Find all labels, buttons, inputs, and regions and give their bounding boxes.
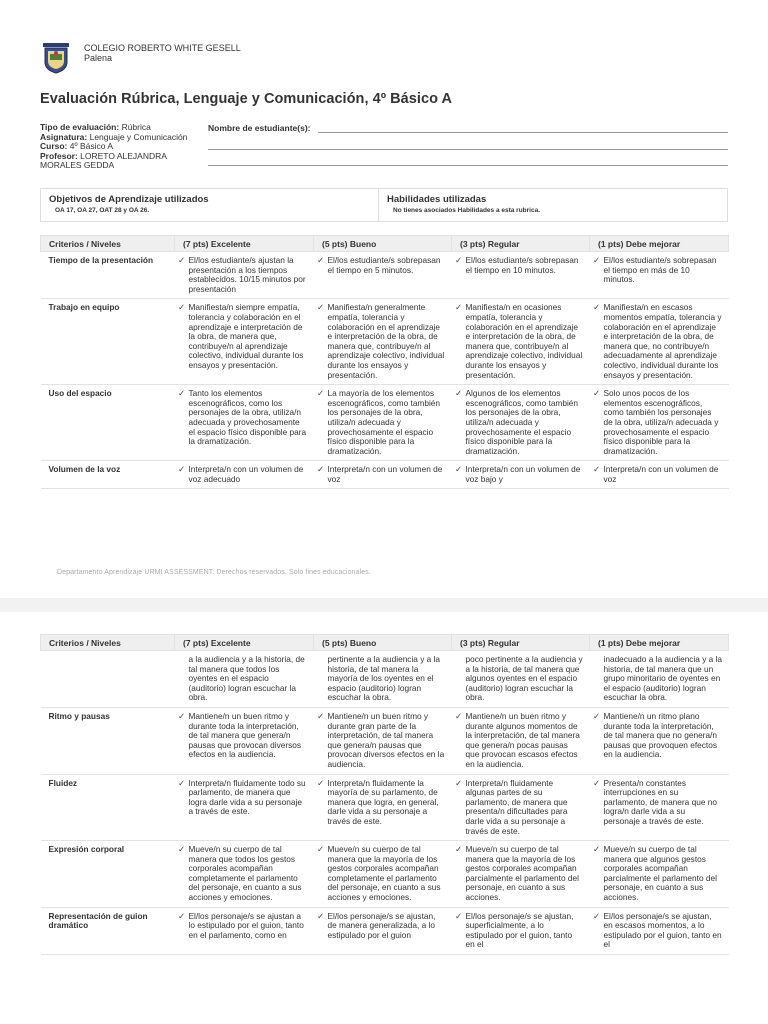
level-description: Manifiesta/n siempre empatía, tolerancia y colaboración en el aprendizaje e interpretación de la obra, de manera que, contribuye/n al aprendizaje colectivo, individual durante los ensayos y presentación.	[188, 302, 304, 370]
level-description: Mantiene/n un buen ritmo y durante algunos momentos de la interpretación, de tal manera que genera/n pocas pausas que provocan escasos efectos en la audiencia.	[465, 710, 580, 769]
curso-label: Curso:	[40, 141, 68, 152]
skills-value: No tienes asociados Habilidades a esta rubrica.	[393, 207, 541, 214]
level-description: El/los personaje/s se ajustan, de manera generalizada, a lo estipulado por el guion	[327, 910, 436, 940]
check-icon: ✓	[316, 910, 325, 921]
criterion-cell: Uso del espacio	[41, 385, 175, 461]
check-icon: ✓	[592, 910, 601, 921]
student-name-line-2[interactable]	[208, 149, 728, 150]
level-cell[interactable]	[314, 252, 452, 299]
evaluation-meta	[40, 123, 205, 171]
table-row	[41, 841, 729, 908]
level-description: Mantiene/n un ritmo plano durante toda la interpretación, de tal manera que no genera/n pausas que provoquen efectos en la audiencia.	[603, 710, 717, 760]
check-icon: ✓	[454, 388, 463, 399]
check-icon: ✓	[592, 388, 601, 399]
profesor-value: LORETO ALEJANDRA MORALES GEDDA	[40, 150, 167, 171]
level-cell[interactable]	[590, 461, 729, 489]
check-icon: ✓	[454, 910, 463, 921]
table-row	[41, 385, 729, 461]
level-description: a la audiencia y a la historia, de tal manera que todos los oyentes en el espacio (auditorio) logran escuchar la obra.	[188, 654, 305, 703]
header-level: (5 pts) Bueno	[314, 635, 452, 651]
level-description: Solo unos pocos de los elementos escenográficos, como también los personajes de la obra, utiliza/n adecuada y provechosamente el espacio físico disponible para la dramatización.	[603, 388, 719, 456]
level-cell[interactable]	[590, 385, 729, 461]
level-description: Interpreta/n fluidamente todo su parlamento, de manera que logra darle vida a su personaje a través de este.	[188, 777, 306, 817]
check-icon: ✓	[592, 464, 601, 475]
level-description: Interpreta/n con un volumen de voz	[327, 464, 443, 484]
check-icon: ✓	[177, 910, 186, 921]
school-header	[42, 42, 241, 74]
level-cell[interactable]	[590, 252, 729, 299]
check-icon: ✓	[316, 710, 325, 721]
level-cell[interactable]	[175, 385, 314, 461]
level-description: Interpreta/n con un volumen de voz	[603, 464, 719, 484]
level-cell[interactable]	[452, 651, 590, 708]
table-row	[41, 299, 729, 385]
objectives-title: Objetivos de Aprendizaje utilizados	[49, 194, 209, 205]
table-row	[41, 651, 729, 708]
asignatura-value: Lenguaje y Comunicación	[87, 131, 188, 142]
check-icon: ✓	[177, 302, 186, 313]
rubric-table-page-1-wrapper	[0, 235, 768, 553]
check-icon: ✓	[316, 388, 325, 399]
check-icon: ✓	[592, 710, 601, 721]
objectives-box	[40, 188, 728, 222]
level-description: El/los personaje/s se ajustan, en escasos momentos, a lo estipulado por el guion, tanto en el	[603, 910, 722, 950]
check-icon: ✓	[592, 302, 601, 313]
level-description: inadecuado a la audiencia y a la historia, de tal manera que un grupo minoritario de oyentes en el espacio (auditorio) logran escuchar la obra.	[603, 654, 723, 703]
tipo-value: Rúbrica	[119, 122, 151, 132]
level-description: Mantiene/n un buen ritmo y durante toda la interpretación, de tal manera que genera/n pausas que provocan diversos efectos en la audiencia.	[188, 710, 302, 760]
table-row	[41, 707, 729, 774]
page-title: Evaluación Rúbrica, Lenguaje y Comunicación, 4º Básico A	[40, 91, 453, 107]
table-row	[41, 461, 729, 489]
check-icon: ✓	[177, 388, 186, 399]
header-level: (1 pts) Debe mejorar	[590, 635, 729, 651]
check-icon: ✓	[592, 844, 601, 855]
school-place: Palena	[84, 53, 113, 63]
level-cell[interactable]	[175, 707, 314, 774]
level-description: Mueve/n su cuerpo de tal manera que la mayoría de los gestos corporales acompañan parcialmente el parlamento del personaje, en cuanto a sus acciones.	[465, 844, 579, 903]
check-icon: ✓	[454, 777, 463, 788]
level-cell[interactable]	[314, 907, 452, 954]
criterion-cell: Trabajo en equipo	[41, 299, 175, 385]
level-cell[interactable]	[314, 651, 452, 708]
objectives-section	[41, 189, 379, 221]
level-description: El/los estudiante/s ajustan la presentación a los tiempos establecidos. 10/15 minutos por presentación	[188, 255, 306, 294]
check-icon: ✓	[177, 844, 186, 855]
level-description: Mueve/n su cuerpo de tal manera que todos los gestos corporales acompañan completamente el parlamento del personaje, en cuanto a sus acciones y emociones.	[188, 844, 302, 903]
level-cell[interactable]	[452, 707, 590, 774]
table-row	[41, 907, 729, 954]
criterion-cell: Representación de guion dramático	[41, 907, 175, 954]
level-cell[interactable]	[452, 252, 590, 299]
level-description: Algunos de los elementos escenográficos, como también los personajes de la obra, utiliza/n adecuada y provechosamente el espacio físico disponible para la dramatización.	[465, 388, 579, 456]
table-row	[41, 774, 729, 841]
level-cell[interactable]	[590, 299, 729, 385]
level-description: El/los personaje/s se ajustan a lo estipulado por el guion, tanto en el parlamento, como en	[188, 910, 304, 940]
student-name-line-3[interactable]	[208, 165, 728, 166]
rubric-table-continued	[40, 634, 729, 955]
level-description: Mueve/n su cuerpo de tal manera que algunos gestos corporales acompañan parcialmente el parlamento del personaje, en cuanto a sus acciones.	[603, 844, 717, 903]
level-cell[interactable]	[590, 707, 729, 774]
check-icon: ✓	[316, 464, 325, 475]
level-description: La mayoría de los elementos escenográficos, como también los personajes de la obra, utiliza/n adecuada y provechosamente el espacio físico disponible para la dramatización.	[327, 388, 441, 456]
header-level: (3 pts) Regular	[452, 236, 590, 252]
level-cell[interactable]	[175, 252, 314, 299]
student-name-label: Nombre de estudiante(s):	[208, 123, 311, 133]
check-icon: ✓	[177, 255, 186, 265]
level-cell[interactable]	[314, 707, 452, 774]
level-description: Manifiesta/n generalmente empatía, tolerancia y colaboración en el aprendizaje e interpretación de la obra, de manera que, contribuye/n al aprendizaje colectivo, individual durante los ensayos y presentación.	[327, 302, 445, 380]
level-cell[interactable]	[452, 774, 590, 841]
header-level: (1 pts) Debe mejorar	[590, 236, 729, 252]
criterion-cell: Ritmo y pausas	[41, 707, 175, 774]
document-page-2	[0, 612, 768, 1024]
level-description: Mueve/n su cuerpo de tal manera que la mayoría de los gestos corporales acompañan completamente el parlamento del personaje, en cuanto a sus acciones y emociones.	[327, 844, 441, 903]
check-icon: ✓	[454, 844, 463, 855]
criterion-cell: Volumen de la voz	[41, 461, 175, 489]
profesor-label: Profesor:	[40, 150, 78, 161]
skills-title: Habilidades utilizadas	[387, 194, 487, 205]
level-cell[interactable]	[590, 841, 729, 908]
header-criteria: Criterios / Niveles	[41, 635, 175, 651]
tipo-label: Tipo de evaluación:	[40, 122, 120, 132]
criterion-cell: Expresión corporal	[41, 841, 175, 908]
level-description: El/los estudiante/s sobrepasan el tiempo en 5 minutos.	[327, 255, 441, 275]
level-cell[interactable]	[452, 461, 590, 489]
level-cell[interactable]	[175, 774, 314, 841]
level-cell[interactable]	[590, 907, 729, 954]
curso-value: 4º Básico A	[67, 141, 114, 152]
level-cell[interactable]	[314, 841, 452, 908]
level-cell[interactable]	[175, 907, 314, 954]
check-icon: ✓	[177, 710, 186, 721]
level-description: Interpreta/n con un volumen de voz bajo y	[465, 464, 581, 484]
table-row	[41, 252, 729, 299]
table-header-row	[41, 236, 729, 252]
level-cell[interactable]	[314, 774, 452, 841]
level-description: Tanto los elementos escenográficos, como los personajes de la obra, utiliza/n adecuada y provechosamente el espacio físico disponible para la dramatización.	[188, 388, 307, 447]
level-description: Manifiesta/n en ocasiones empatía, tolerancia y colaboración en el aprendizaje e interpretación de la obra, de manera que, contribuye/n al aprendizaje colectivo, individual durante los ensayos y presentación.	[465, 302, 583, 380]
school-crest-icon	[42, 42, 70, 74]
header-level: (7 pts) Excelente	[175, 236, 314, 252]
rubric-table-page-2-wrapper	[0, 634, 768, 1024]
level-description: Manifiesta/n en escasos momentos empatía, tolerancia y colaboración en el aprendizaje e interpretación de la obra, de manera que, no contribuye/n adecuadamente al aprendizaje colectivo, individual durante los ensayos y presentación.	[603, 302, 722, 380]
check-icon: ✓	[177, 464, 186, 475]
level-description: El/los personaje/s se ajustan, superficialmente, a lo estipulado por el guion, tanto en el	[465, 910, 574, 950]
level-cell[interactable]	[175, 651, 314, 708]
level-description: El/los estudiante/s sobrepasan el tiempo en 10 minutos.	[465, 255, 579, 275]
criterion-cell: Fluidez	[41, 774, 175, 841]
check-icon: ✓	[316, 255, 325, 265]
check-icon: ✓	[592, 255, 601, 265]
level-description: El/los estudiante/s sobrepasan el tiempo en más de 10 minutos.	[603, 255, 717, 285]
rubric-table	[40, 235, 729, 489]
skills-section	[379, 189, 727, 221]
student-name-line-1[interactable]	[318, 132, 728, 133]
level-cell[interactable]	[314, 299, 452, 385]
level-cell[interactable]	[452, 299, 590, 385]
check-icon: ✓	[454, 255, 463, 265]
level-cell[interactable]	[175, 461, 314, 489]
level-description: Interpreta/n con un volumen de voz adecuado	[188, 464, 304, 484]
level-description: pertinente a la audiencia y a la historia, de tal manera la mayoría de los oyentes en el espacio (auditorio) logran escuchar la obra.	[327, 654, 441, 703]
criterion-cell: Tiempo de la presentación	[41, 252, 175, 299]
criterion-cell	[41, 651, 175, 708]
check-icon: ✓	[316, 777, 325, 788]
check-icon: ✓	[592, 777, 601, 788]
level-cell[interactable]	[590, 774, 729, 841]
level-description: Presenta/n constantes interrupciones en su parlamento, de manera que no logra/n darle vida a su personaje a través de este.	[603, 777, 717, 826]
header-level: (3 pts) Regular	[452, 635, 590, 651]
level-description: Mantiene/n un buen ritmo y durante gran parte de la interpretación, de tal manera que genera/n pausas que provocan diversos efectos en la audiencia.	[327, 710, 445, 769]
page-footer: Departamento Aprendizaje URMI ASSESSMENT. Derechos reservados. Solo fines educacionales.	[57, 569, 371, 576]
check-icon: ✓	[454, 710, 463, 721]
level-description: Interpreta/n fluidamente la mayoría de su parlamento, de manera que logra, en general, darle vida a su personaje a través de este.	[327, 777, 439, 826]
level-description: Interpreta/n fluidamente algunas partes de su parlamento, de manera que presenta/n dificultades para darle vida a su personaje a través de este.	[465, 777, 568, 836]
school-name: COLEGIO ROBERTO WHITE GESELL	[84, 43, 241, 53]
check-icon: ✓	[316, 844, 325, 855]
header-level: (5 pts) Bueno	[314, 236, 452, 252]
level-cell[interactable]	[590, 651, 729, 708]
page-separator	[0, 598, 768, 612]
level-description: poco pertinente a la audiencia y a la historia, de tal manera que algunos oyentes en el espacio (auditorio) logran escuchar la obra.	[465, 654, 583, 703]
check-icon: ✓	[177, 777, 186, 788]
check-icon: ✓	[454, 464, 463, 475]
header-level: (7 pts) Excelente	[175, 635, 314, 651]
check-icon: ✓	[454, 302, 463, 313]
level-cell[interactable]	[452, 385, 590, 461]
objectives-value: OA 17, OA 27, OAT 28 y OA 26.	[55, 207, 150, 214]
level-cell[interactable]	[175, 299, 314, 385]
check-icon: ✓	[316, 302, 325, 313]
level-cell[interactable]	[452, 841, 590, 908]
level-cell[interactable]	[452, 907, 590, 954]
level-cell[interactable]	[314, 385, 452, 461]
level-cell[interactable]	[175, 841, 314, 908]
asignatura-label: Asignatura:	[40, 131, 88, 142]
header-criteria: Criterios / Niveles	[41, 236, 175, 252]
table-header-row	[41, 635, 729, 651]
level-cell[interactable]	[314, 461, 452, 489]
